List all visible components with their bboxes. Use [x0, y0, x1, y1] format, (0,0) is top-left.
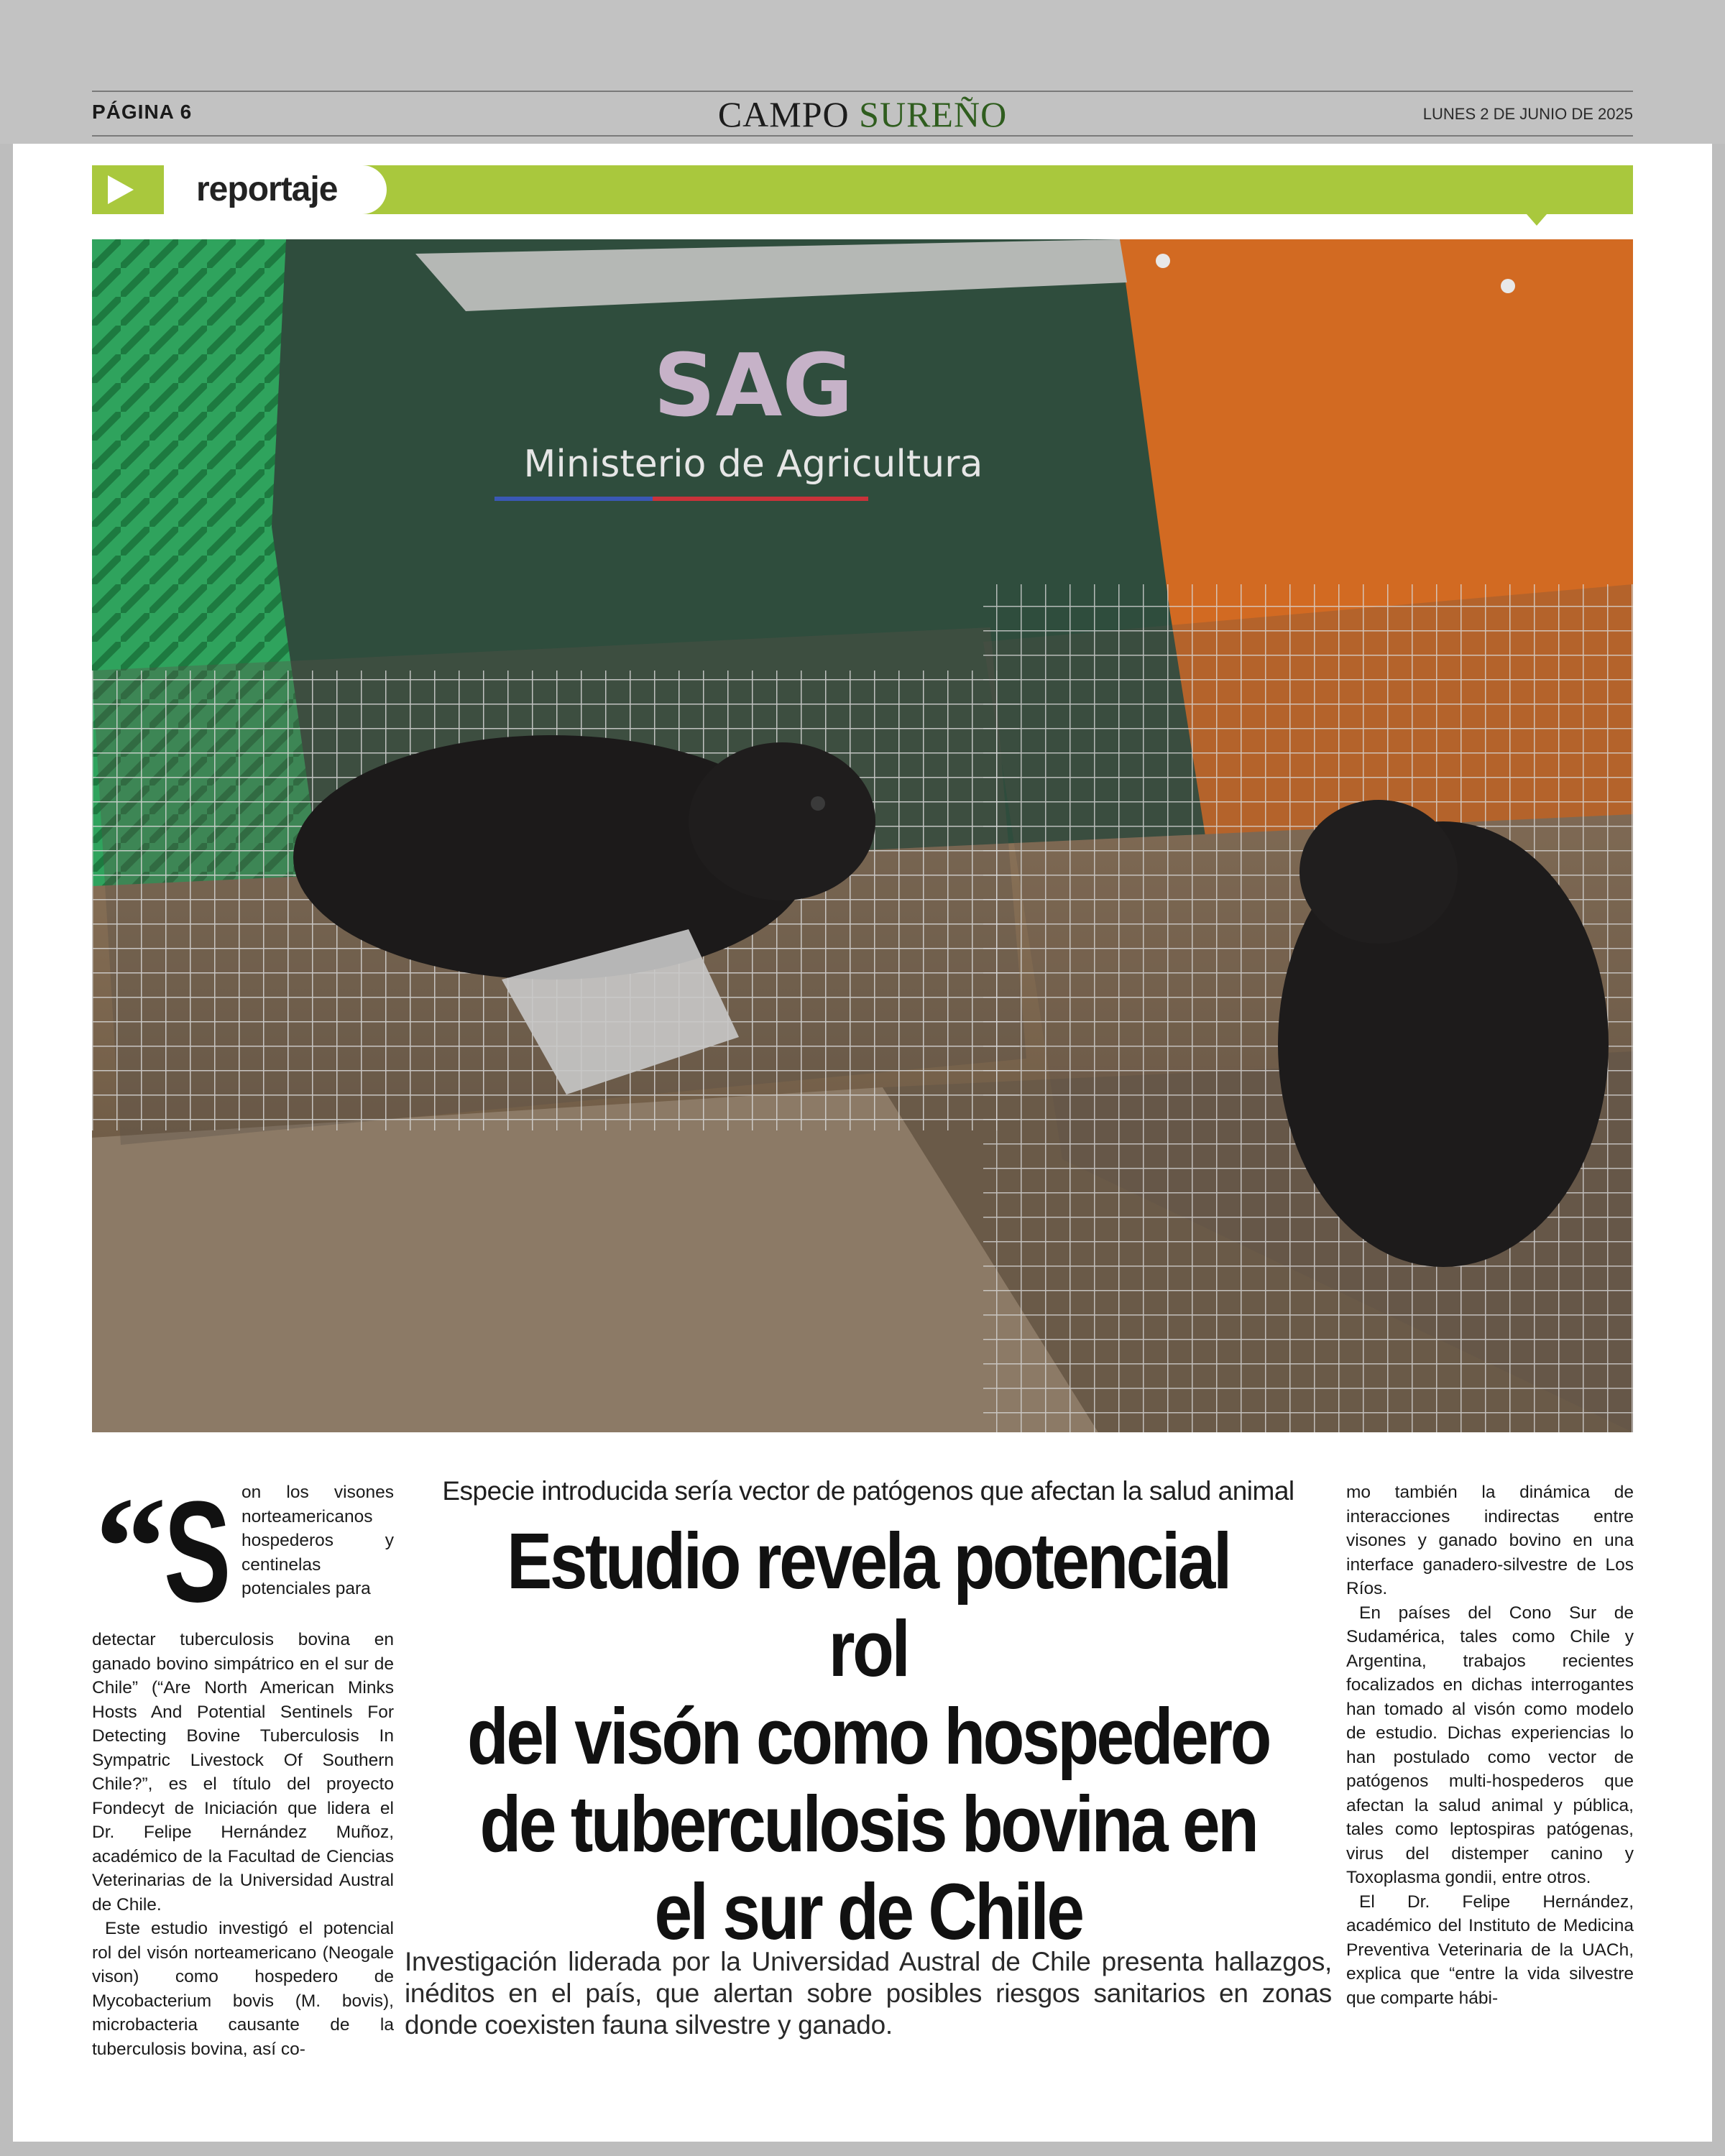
masthead-bottom-rule — [92, 135, 1633, 137]
article-deck: Investigación liderada por la Universidad Austral de Chile presenta hallazgos, inéditos en el país, que alertan sobre posibles riesgos sanitarios en zonas donde coexisten fauna silvestre y ganado. — [405, 1947, 1332, 2040]
bag-ministry-text: Ministerio de Agricultura — [523, 443, 983, 486]
article-column-left — [92, 1468, 394, 2061]
page-number: PÁGINA 6 — [92, 101, 193, 123]
newspaper-page — [13, 144, 1712, 2142]
play-icon — [108, 175, 134, 204]
article-photo — [92, 239, 1633, 1432]
section-play-icon-box — [92, 165, 150, 214]
opening-quote-mark: “ — [95, 1468, 152, 1627]
issue-date: LUNES 2 DE JUNIO DE 2025 — [1422, 105, 1633, 123]
dropcap-intro-text: on los visones norteamericanos hospederos y centinelas potenciales para — [242, 1483, 394, 1598]
headline-line-4: el sur de Chile — [654, 1868, 1082, 1956]
left-paragraph-2: Este estudio investigó el potencial rol del visón norteamericano (Neogale vison) como hospedero de Mycobacterium bovis (M. bovis), microbacteria causante de la tuberculosis bovina, así co- — [92, 1919, 394, 2059]
article-headline — [466, 1518, 1270, 1956]
masthead-top-rule — [92, 91, 1633, 92]
right-paragraph-1: mo también la dinámica de interacciones indirectas entre visones y ganado bovino en una interface ganadero-silvestre de Los Ríos. — [1346, 1483, 1634, 1598]
dropcap-block — [92, 1468, 394, 1632]
article-kicker: Especie introducida sería vector de patógenos que afectan la salud animal — [442, 1476, 1294, 1506]
dropcap-letter: S — [164, 1472, 231, 1632]
bag-acronym: SAG — [653, 336, 853, 436]
headline-line-2: del visón como hospedero — [467, 1692, 1269, 1781]
section-band-pointer — [1527, 214, 1547, 226]
masthead — [0, 0, 1725, 144]
newspaper-title-first: CAMPO — [717, 94, 850, 134]
right-paragraph-2: En países del Cono Sur de Sudamérica, tales como Chile y Argentina, trabajos recientes focalizados en dichas interrogantes han tomado al visón como modelo de estudio. Dichas experiencias lo han postulado como vector de patógenos multi-hospederos que afectan la salud animal y pública, tales como leptospiras patógenas, virus del distemper canino y Toxoplasma gondii, entre otros. — [1346, 1603, 1634, 1887]
newspaper-title-second: SUREÑO — [859, 94, 1008, 134]
right-paragraph-3: El Dr. Felipe Hernández, académico del Instituto de Medicina Preventiva Veterinaria de la UACh, explica que “entre la vida silvestre que comparte hábi- — [1346, 1892, 1634, 2008]
left-paragraph-1: detectar tuberculosis bovina en ganado bovino simpátrico en el sur de Chile” (“Are North American Minks Hosts And Potential Sentinels For Detecting Bovine Tuberculosis In Sympatric Livestock Of Southern Chile?”, es el título del proyecto Fondecyt de Iniciación que lidera el Dr. Felipe Hernández Muñoz, académico de la Facultad de Ciencias Veterinarias de la Universidad Austral de Chile. — [92, 1630, 394, 1915]
headline-line-3: de tuberculosis bovina en — [479, 1780, 1257, 1869]
headline-line-1: Estudio revela potencial rol — [507, 1517, 1230, 1693]
section-label: reportaje — [196, 170, 338, 208]
article-column-right — [1346, 1480, 1634, 2010]
